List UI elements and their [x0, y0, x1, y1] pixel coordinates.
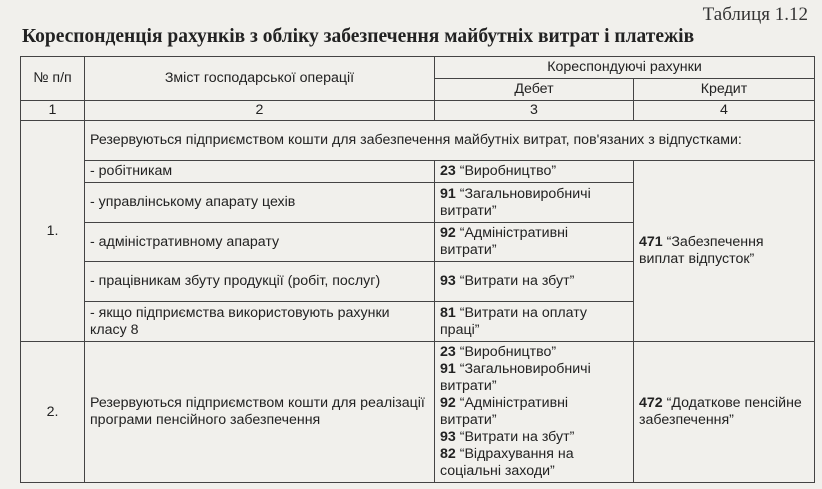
table-title: Кореспонденція рахунків з обліку забезпечення майбутніх витрат і платежів	[22, 26, 695, 47]
account-name: “Адміністративні витрати”	[440, 395, 569, 428]
debit-account	[435, 183, 634, 223]
account-name: “Загальновиробничі витрати”	[440, 361, 591, 394]
account-code: 82	[440, 446, 456, 462]
debit-account	[435, 223, 634, 262]
account-code: 23	[440, 344, 456, 360]
account-code: 93	[440, 429, 456, 445]
account-name: “Загальновиробничі витрати”	[440, 185, 591, 219]
account-code: 472	[639, 395, 663, 411]
credit-account	[634, 342, 815, 483]
header-num: № п/п	[21, 57, 85, 101]
account-code: 91	[440, 361, 456, 377]
operation-sub: - адміністративному апарату	[85, 223, 435, 262]
account-name: “Додаткове пенсійне забезпечення”	[639, 395, 802, 428]
debit-account	[440, 361, 628, 395]
accounts-table	[20, 56, 815, 483]
debit-account	[435, 161, 634, 183]
account-code: 92	[440, 395, 456, 411]
operation-sub: - якщо підприємства використовують рахунки класу 8	[85, 302, 435, 342]
account-name: “Витрати на оплату праці”	[440, 304, 588, 338]
col-number: 2	[85, 101, 435, 121]
debit-account	[440, 395, 628, 429]
row-number: 2.	[21, 342, 85, 483]
account-name: “Виробництво”	[455, 344, 557, 360]
account-name: “Адміністративні витрати”	[440, 225, 569, 258]
debit-account	[440, 429, 628, 446]
header-debit: Дебет	[435, 79, 634, 101]
operation-sub: - управлінському апарату цехів	[85, 183, 435, 223]
header-corr-accounts: Кореспондуючі рахунки	[435, 57, 815, 79]
debit-account	[435, 302, 634, 342]
debit-account	[435, 262, 634, 302]
table-number: Таблиця 1.12	[702, 4, 808, 25]
credit-account	[634, 161, 815, 342]
operation-sub: - працівникам збуту продукції (робіт, послуг)	[85, 262, 435, 302]
header-credit: Кредит	[634, 79, 815, 101]
account-name: “Витрати на збут”	[455, 273, 575, 289]
account-name: “Забезпечення виплат відпусток”	[639, 234, 764, 267]
col-number: 1	[21, 101, 85, 121]
account-name: “Відрахування на соціальні заходи”	[440, 446, 574, 479]
col-number: 4	[634, 101, 815, 121]
account-code: 81	[440, 304, 456, 321]
account-name: “Виробництво”	[455, 163, 557, 179]
col-number: 3	[435, 101, 634, 121]
debit-account	[440, 344, 628, 361]
header-content: Зміст господарської операції	[85, 57, 435, 101]
debit-account	[440, 446, 628, 480]
row-number: 1.	[21, 121, 85, 342]
account-code: 93	[440, 273, 456, 289]
account-name: “Витрати на збут”	[455, 429, 575, 445]
debit-accounts	[435, 342, 634, 483]
account-code: 23	[440, 163, 456, 179]
account-code: 91	[440, 185, 456, 202]
account-code: 92	[440, 225, 456, 241]
operation-sub: - робітникам	[85, 161, 435, 183]
operation-intro: Резервуються підприємством кошти для забезпечення майбутніх витрат, пов'язаних з відпустками:	[85, 121, 815, 161]
account-code: 471	[639, 234, 663, 250]
operation-text: Резервуються підприємством кошти для реалізації програми пенсійного забезпечення	[85, 342, 435, 483]
